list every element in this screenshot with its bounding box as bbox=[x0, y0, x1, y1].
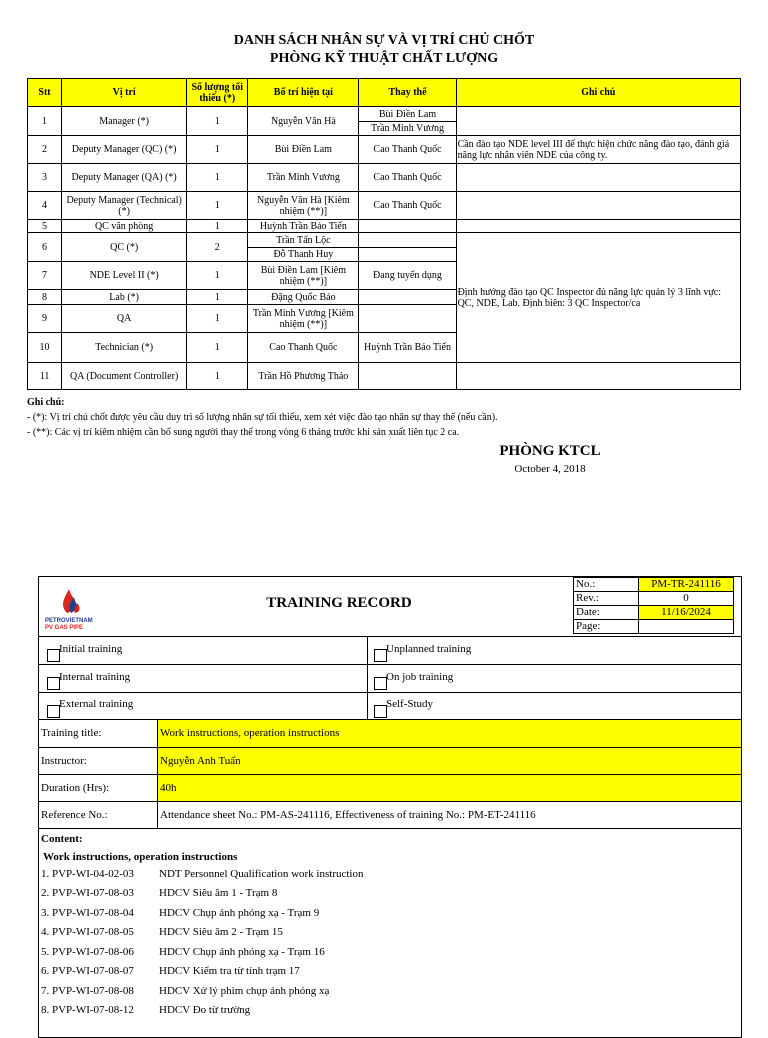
checkbox-label: Initial training bbox=[59, 643, 123, 655]
revision-number: 0 bbox=[639, 592, 734, 606]
training-type-row bbox=[39, 665, 741, 693]
list-item bbox=[41, 985, 329, 997]
item-name: HDCV Đo từ trường bbox=[159, 1004, 251, 1016]
cell-position: Deputy Manager (QC) (*) bbox=[62, 136, 187, 164]
item-code: 5. PVP-WI-07-08-06 bbox=[41, 946, 134, 958]
cell-replace: Trần Minh Vương bbox=[359, 122, 456, 136]
column-header: Bố trí hiện tại bbox=[248, 79, 359, 107]
page-number bbox=[639, 620, 734, 634]
cell-stt: 11 bbox=[28, 363, 62, 390]
cell-replace bbox=[359, 363, 456, 390]
list-item bbox=[41, 887, 277, 899]
column-header: Thay thế bbox=[359, 79, 456, 107]
list-item bbox=[41, 965, 300, 977]
table-row bbox=[28, 220, 741, 233]
cell-replace bbox=[359, 220, 456, 233]
cell-note bbox=[456, 107, 740, 136]
cell-current: Đỗ Thanh Huy bbox=[248, 248, 359, 262]
cell-replace bbox=[359, 290, 456, 305]
training-title-row bbox=[39, 720, 741, 748]
cell-qty: 1 bbox=[187, 192, 248, 220]
table-row bbox=[28, 164, 741, 192]
cell-current: Nguyễn Văn Hà bbox=[248, 107, 359, 136]
column-header: Số lượng tối thiểu (*) bbox=[187, 79, 248, 107]
reference-row bbox=[39, 802, 741, 829]
cell-note bbox=[456, 363, 740, 390]
record-number: PM-TR-241116 bbox=[639, 578, 734, 592]
meta-label: Date: bbox=[574, 606, 639, 620]
checkbox-label: Unplanned training bbox=[386, 643, 472, 655]
cell-replace: Cao Thanh Quốc bbox=[359, 164, 456, 192]
training-type-row bbox=[39, 693, 741, 720]
content-label: Content: bbox=[41, 833, 83, 845]
cell-position: QA bbox=[62, 305, 187, 333]
cell-current: Đặng Quốc Bảo bbox=[248, 290, 359, 305]
meta-label: No.: bbox=[574, 578, 639, 592]
column-header: Vị trí bbox=[62, 79, 187, 107]
cell-position: NDE Level II (*) bbox=[62, 262, 187, 290]
notes-heading: Ghi chú: bbox=[27, 397, 65, 408]
item-name: HDCV Chụp ảnh phóng xạ - Trạm 9 bbox=[159, 907, 320, 919]
cell-stt: 4 bbox=[28, 192, 62, 220]
cell-current: Trần Hồ Phương Thảo bbox=[248, 363, 359, 390]
checkbox-label: External training bbox=[59, 698, 134, 710]
table-row bbox=[28, 363, 741, 390]
cell-stt: 7 bbox=[28, 262, 62, 290]
item-code: 6. PVP-WI-07-08-07 bbox=[41, 965, 134, 977]
table-row bbox=[28, 192, 741, 220]
cell-stt: 1 bbox=[28, 107, 62, 136]
item-code: 2. PVP-WI-07-08-03 bbox=[41, 887, 134, 899]
cell-note bbox=[456, 220, 740, 233]
form-header bbox=[39, 577, 741, 637]
cell-position: QC văn phòng bbox=[62, 220, 187, 233]
cell-replace: Đang tuyển dụng bbox=[359, 262, 456, 290]
cell-note: Định hướng đào tạo QC Inspector đủ năng lực quản lý 3 lĩnh vực: QC, NDE, Lab. Định biên: 3 QC Inspector/ca bbox=[456, 233, 740, 363]
petrovietnam-logo bbox=[45, 585, 105, 633]
logo-subtext: PV GAS PIPE bbox=[45, 625, 84, 631]
cell-qty: 1 bbox=[187, 164, 248, 192]
training-title-field[interactable]: Work instructions, operation instructions bbox=[157, 720, 741, 747]
cell-replace: Bùi Điền Lam bbox=[359, 107, 456, 122]
cell-position: QA (Document Controller) bbox=[62, 363, 187, 390]
field-label: Training title: bbox=[41, 727, 102, 739]
training-record-form bbox=[38, 576, 742, 1038]
cell-current: Trần Minh Vương [Kiêm nhiệm (**)] bbox=[248, 305, 359, 333]
department-name: PHÒNG KTCL bbox=[499, 443, 601, 459]
item-name: HDCV Xử lý phim chụp ảnh phóng xạ bbox=[159, 985, 330, 997]
list-item bbox=[41, 946, 325, 958]
cell-current: Bùi Điền Lam [Kiêm nhiệm (**)] bbox=[248, 262, 359, 290]
item-code: 3. PVP-WI-07-08-04 bbox=[41, 907, 134, 919]
cell-qty: 1 bbox=[187, 305, 248, 333]
cell-position: Manager (*) bbox=[62, 107, 187, 136]
cell-stt: 6 bbox=[28, 233, 62, 262]
cell-qty: 1 bbox=[187, 333, 248, 363]
list-item bbox=[41, 1004, 250, 1016]
cell-stt: 2 bbox=[28, 136, 62, 164]
column-header: Ghi chú bbox=[456, 79, 740, 107]
cell-current: Huỳnh Trần Bảo Tiến bbox=[248, 220, 359, 233]
item-name: HDCV Chụp ảnh phóng xạ - Trạm 16 bbox=[159, 946, 325, 958]
cell-qty: 1 bbox=[187, 290, 248, 305]
cell-qty: 1 bbox=[187, 262, 248, 290]
cell-qty: 1 bbox=[187, 220, 248, 233]
cell-current: Nguyễn Văn Hà [Kiêm nhiệm (**)] bbox=[248, 192, 359, 220]
cell-current: Trần Tấn Lộc bbox=[248, 233, 359, 248]
item-code: 1. PVP-WI-04-02-03 bbox=[41, 868, 134, 880]
cell-qty: 2 bbox=[187, 233, 248, 262]
duration-field[interactable]: 40h bbox=[157, 775, 741, 801]
form-title: TRAINING RECORD bbox=[266, 595, 412, 611]
column-header: Stt bbox=[28, 79, 62, 107]
cell-stt: 10 bbox=[28, 333, 62, 363]
cell-current: Bùi Điền Lam bbox=[248, 136, 359, 164]
item-code: 8. PVP-WI-07-08-12 bbox=[41, 1004, 134, 1016]
document-title: DANH SÁCH NHÂN SỰ VÀ VỊ TRÍ CHỦ CHỐT bbox=[233, 33, 535, 48]
note-line: - (**): Các vị trí kiêm nhiệm cần bổ sung người thay thế trong vòng 6 tháng trước khi sản xuất liên tục 2 ca. bbox=[27, 427, 460, 438]
field-label: Reference No.: bbox=[41, 809, 108, 821]
cell-replace: Cao Thanh Quốc bbox=[359, 136, 456, 164]
item-name: HDCV Siêu âm 1 - Trạm 8 bbox=[159, 887, 278, 899]
cell-stt: 3 bbox=[28, 164, 62, 192]
logo-text: PETROVIETNAM bbox=[45, 618, 93, 624]
cell-stt: 8 bbox=[28, 290, 62, 305]
cell-position: QC (*) bbox=[62, 233, 187, 262]
meta-label: Page: bbox=[574, 620, 639, 634]
cell-qty: 1 bbox=[187, 136, 248, 164]
cell-replace bbox=[359, 233, 456, 248]
record-date: 11/16/2024 bbox=[639, 606, 734, 620]
cell-replace bbox=[359, 248, 456, 262]
flame-icon bbox=[45, 585, 105, 615]
table-row bbox=[28, 136, 741, 164]
cell-note bbox=[456, 164, 740, 192]
cell-replace: Huỳnh Trần Bảo Tiến bbox=[359, 333, 456, 363]
checkbox-label: On job training bbox=[386, 671, 454, 683]
table-row bbox=[28, 233, 741, 248]
cell-position: Lab (*) bbox=[62, 290, 187, 305]
cell-note: Cần đào tạo NDE level III để thực hiện chức năng đào tạo, đánh giá năng lực nhân viên NDE của công ty. bbox=[456, 136, 740, 164]
cell-stt: 9 bbox=[28, 305, 62, 333]
note-line: - (*): Vị trí chủ chốt được yêu cầu duy trì số lượng nhân sự tối thiểu, xem xét việc đào tạo nhân sự thay thế (nếu cần). bbox=[27, 412, 498, 423]
cell-qty: 1 bbox=[187, 107, 248, 136]
table-header-row bbox=[28, 79, 741, 107]
item-name: HDCV Siêu âm 2 - Trạm 15 bbox=[159, 926, 283, 938]
table-row bbox=[28, 107, 741, 122]
list-item bbox=[41, 868, 363, 880]
instructor-row bbox=[39, 748, 741, 775]
item-code: 7. PVP-WI-07-08-08 bbox=[41, 985, 134, 997]
cell-stt: 5 bbox=[28, 220, 62, 233]
cell-note bbox=[456, 192, 740, 220]
field-label: Duration (Hrs): bbox=[41, 782, 110, 794]
cell-current: Trần Minh Vương bbox=[248, 164, 359, 192]
meta-label: Rev.: bbox=[574, 592, 639, 606]
cell-position: Deputy Manager (QA) (*) bbox=[62, 164, 187, 192]
staff-table bbox=[27, 78, 741, 390]
training-type-row bbox=[39, 637, 741, 665]
signoff-date: October 4, 2018 bbox=[514, 463, 586, 475]
cell-position: Deputy Manager (Technical) (*) bbox=[62, 192, 187, 220]
content-heading: Work instructions, operation instructions bbox=[43, 851, 238, 863]
field-label: Instructor: bbox=[41, 755, 87, 767]
document-subtitle: PHÒNG KỸ THUẬT CHẤT LƯỢNG bbox=[269, 51, 499, 66]
item-code: 4. PVP-WI-07-08-05 bbox=[41, 926, 134, 938]
reference-field[interactable]: Attendance sheet No.: PM-AS-241116, Effectiveness of training No.: PM-ET-241116 bbox=[157, 802, 741, 828]
checkbox-label: Self-Study bbox=[386, 698, 434, 710]
form-meta bbox=[573, 577, 742, 634]
instructor-field[interactable]: Nguyễn Anh Tuấn bbox=[157, 748, 741, 774]
item-name: HDCV Kiểm tra từ tính trạm 17 bbox=[159, 965, 300, 977]
cell-replace: Cao Thanh Quốc bbox=[359, 192, 456, 220]
list-item bbox=[41, 907, 319, 919]
list-item bbox=[41, 926, 283, 938]
cell-qty: 1 bbox=[187, 363, 248, 390]
item-name: NDT Personnel Qualification work instruction bbox=[159, 868, 364, 880]
duration-row bbox=[39, 775, 741, 802]
cell-position: Technician (*) bbox=[62, 333, 187, 363]
checkbox-label: Internal training bbox=[59, 671, 131, 683]
cell-current: Cao Thanh Quốc bbox=[248, 333, 359, 363]
cell-replace bbox=[359, 305, 456, 333]
